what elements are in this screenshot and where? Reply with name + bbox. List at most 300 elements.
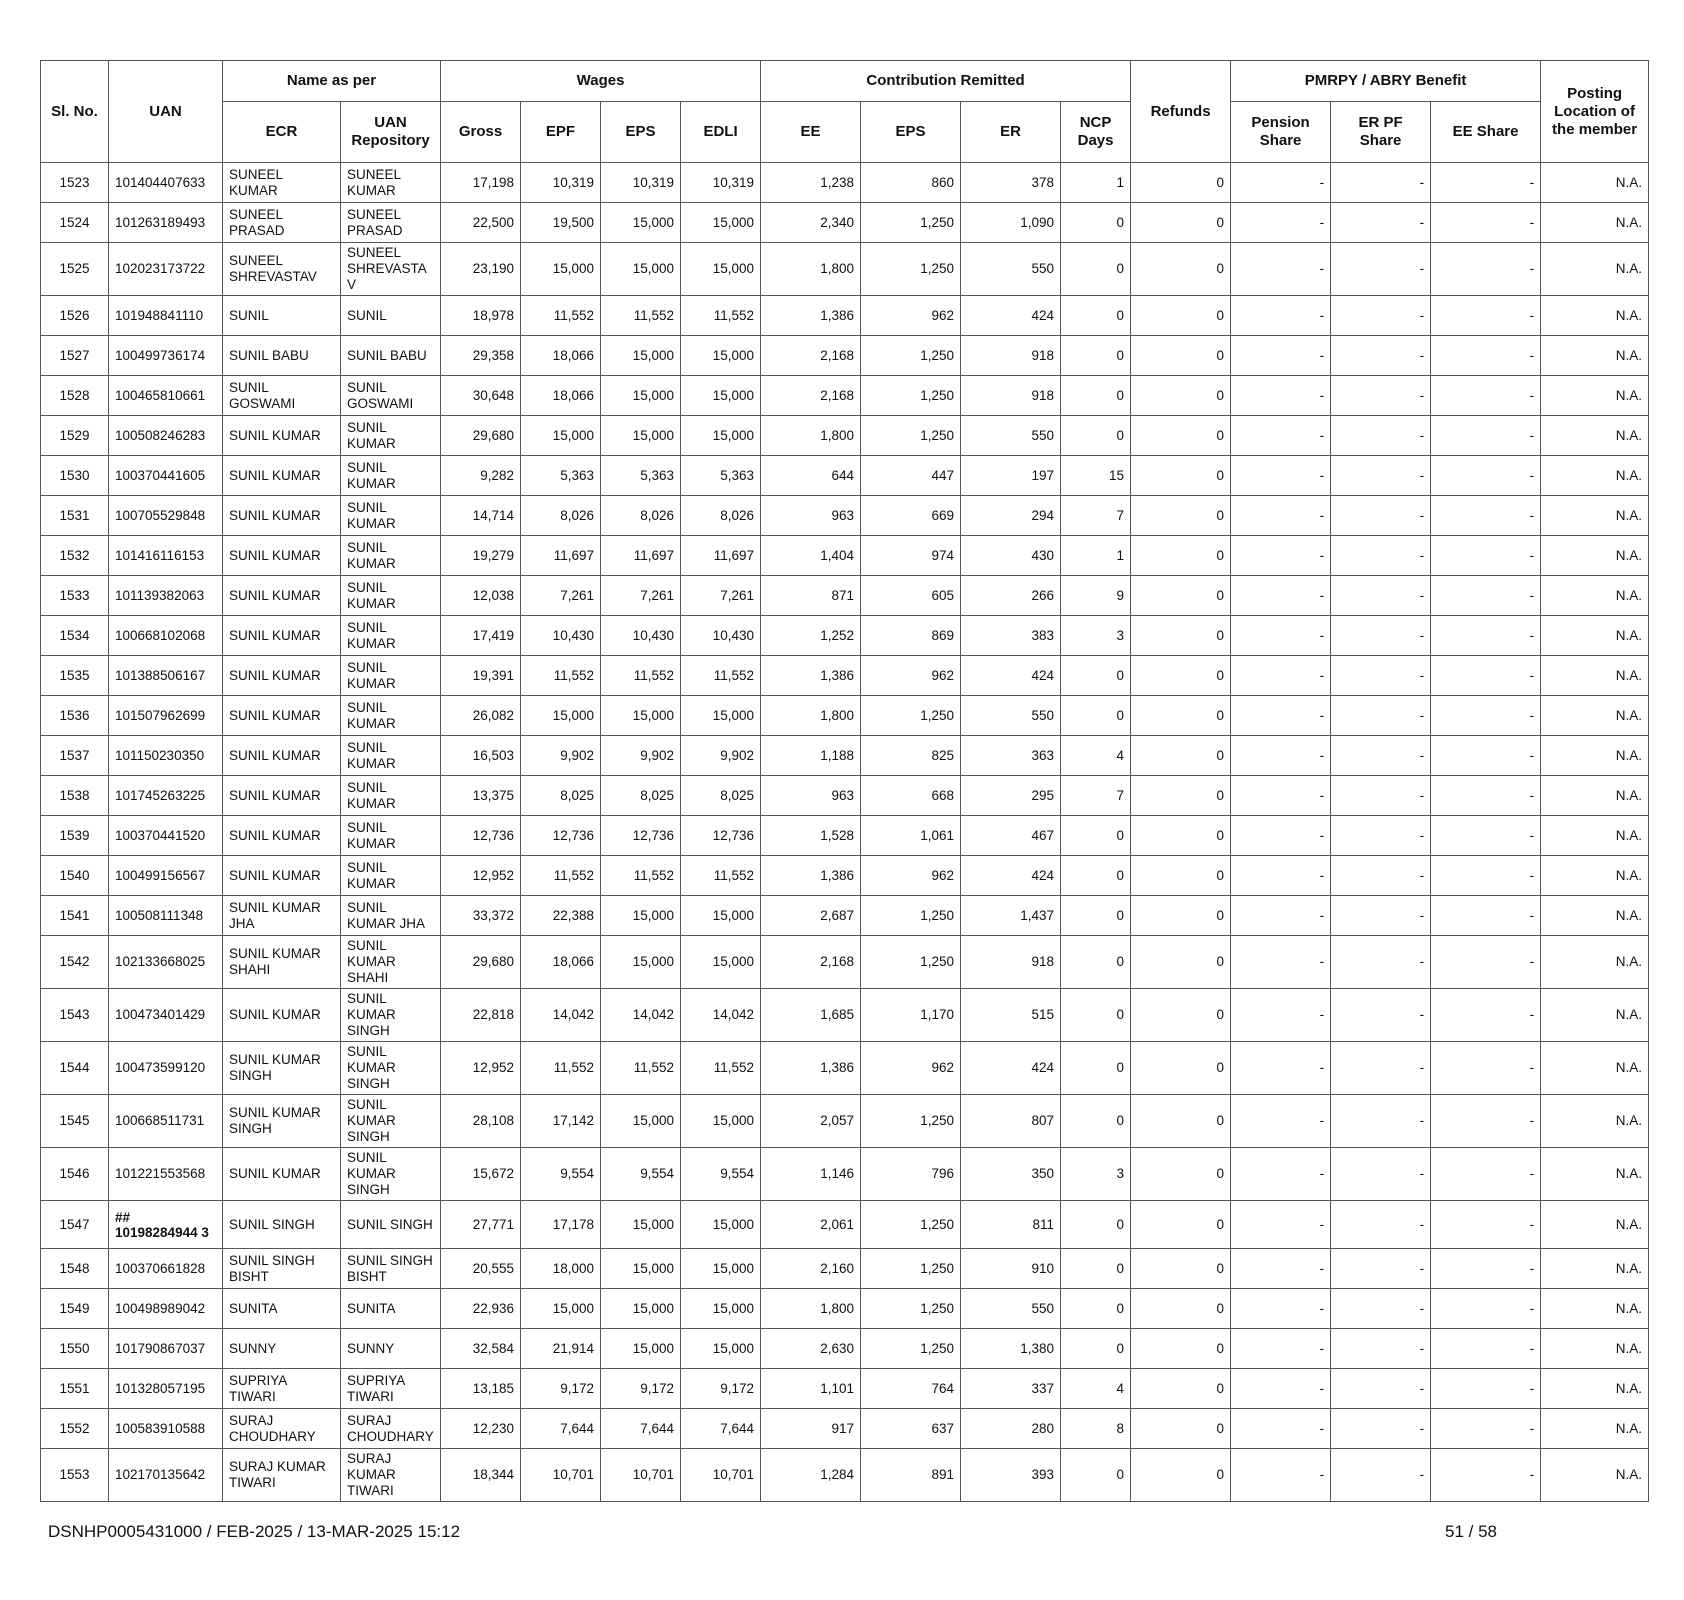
cell-eps-contribution: 668 (861, 776, 961, 816)
cell-er-pf-share: - (1331, 163, 1431, 203)
table-row (41, 416, 1649, 456)
cell-refunds: 0 (1131, 1409, 1231, 1449)
cell-er: 550 (961, 696, 1061, 736)
cell-eps-contribution: 860 (861, 163, 961, 203)
cell-ecr-name: SUNIL KUMAR (223, 736, 341, 776)
cell-eps: 15,000 (601, 896, 681, 936)
cell-epf: 10,701 (521, 1449, 601, 1502)
cell-eps-contribution: 1,250 (861, 896, 961, 936)
cell-sl-no: 1528 (41, 376, 109, 416)
cell-er: 550 (961, 243, 1061, 296)
cell-refunds: 0 (1131, 243, 1231, 296)
cell-posting-location: N.A. (1541, 736, 1649, 776)
cell-gross: 13,375 (441, 776, 521, 816)
cell-sl-no: 1545 (41, 1095, 109, 1148)
cell-ecr-name: SUNIL GOSWAMI (223, 376, 341, 416)
cell-gross: 29,680 (441, 936, 521, 989)
cell-posting-location: N.A. (1541, 376, 1649, 416)
document-reference: DSNHP0005431000 / FEB-2025 / 13-MAR-2025 15:12 (48, 1522, 461, 1541)
cell-sl-no: 1533 (41, 576, 109, 616)
cell-sl-no: 1527 (41, 336, 109, 376)
cell-er: 550 (961, 416, 1061, 456)
cell-eps-contribution: 962 (861, 1042, 961, 1095)
cell-ecr-name: SUNIL KUMAR (223, 989, 341, 1042)
cell-epf: 9,172 (521, 1369, 601, 1409)
cell-pension-share: - (1231, 1369, 1331, 1409)
cell-pension-share: - (1231, 1042, 1331, 1095)
cell-posting-location: N.A. (1541, 696, 1649, 736)
cell-ee-share: - (1431, 989, 1541, 1042)
cell-gross: 18,344 (441, 1449, 521, 1502)
cell-refunds: 0 (1131, 616, 1231, 656)
cell-er: 807 (961, 1095, 1061, 1148)
cell-epf: 7,644 (521, 1409, 601, 1449)
cell-eps: 15,000 (601, 376, 681, 416)
cell-sl-no: 1526 (41, 296, 109, 336)
cell-ee: 963 (761, 496, 861, 536)
cell-uan-repository-name: SUNIL KUMAR (341, 736, 441, 776)
cell-eps: 7,261 (601, 576, 681, 616)
cell-ecr-name: SUNNY (223, 1329, 341, 1369)
cell-epf: 15,000 (521, 416, 601, 456)
table-row (41, 1369, 1649, 1409)
cell-edli: 15,000 (681, 203, 761, 243)
cell-refunds: 0 (1131, 496, 1231, 536)
cell-sl-no: 1541 (41, 896, 109, 936)
cell-ee: 2,057 (761, 1095, 861, 1148)
cell-sl-no: 1548 (41, 1249, 109, 1289)
cell-eps: 15,000 (601, 1289, 681, 1329)
cell-ncp-days: 0 (1061, 1449, 1131, 1502)
cell-eps-contribution: 1,250 (861, 336, 961, 376)
cell-uan-repository-name: SUNNY (341, 1329, 441, 1369)
cell-pension-share: - (1231, 1329, 1331, 1369)
table-row (41, 456, 1649, 496)
cell-sl-no: 1531 (41, 496, 109, 536)
cell-ecr-name: SUNIL BABU (223, 336, 341, 376)
col-header-eps-contribution: EPS (861, 102, 961, 163)
cell-ncp-days: 0 (1061, 856, 1131, 896)
cell-eps-contribution: 1,250 (861, 376, 961, 416)
col-header-eps: EPS (601, 102, 681, 163)
cell-posting-location: N.A. (1541, 456, 1649, 496)
cell-eps: 10,701 (601, 1449, 681, 1502)
table-row (41, 1409, 1649, 1449)
col-header-pension-share: Pension Share (1231, 102, 1331, 163)
cell-eps-contribution: 669 (861, 496, 961, 536)
cell-edli: 15,000 (681, 1249, 761, 1289)
cell-gross: 22,936 (441, 1289, 521, 1329)
cell-uan: 100370441520 (109, 816, 223, 856)
cell-er: 918 (961, 936, 1061, 989)
cell-edli: 8,026 (681, 496, 761, 536)
cell-gross: 14,714 (441, 496, 521, 536)
cell-uan-repository-name: SUNIL KUMAR JHA (341, 896, 441, 936)
table-row (41, 1042, 1649, 1095)
cell-ee: 871 (761, 576, 861, 616)
cell-uan: 100498989042 (109, 1289, 223, 1329)
cell-er: 430 (961, 536, 1061, 576)
cell-gross: 9,282 (441, 456, 521, 496)
cell-pension-share: - (1231, 656, 1331, 696)
cell-uan: 101328057195 (109, 1369, 223, 1409)
cell-posting-location: N.A. (1541, 163, 1649, 203)
cell-ee-share: - (1431, 1095, 1541, 1148)
cell-uan-repository-name: SUNIL KUMAR (341, 536, 441, 576)
cell-er-pf-share: - (1331, 1369, 1431, 1409)
cell-posting-location: N.A. (1541, 1148, 1649, 1201)
cell-ncp-days: 0 (1061, 1249, 1131, 1289)
cell-epf: 11,552 (521, 1042, 601, 1095)
cell-epf: 5,363 (521, 456, 601, 496)
cell-sl-no: 1543 (41, 989, 109, 1042)
cell-uan-repository-name: SUNIL KUMAR SINGH (341, 1148, 441, 1201)
cell-ee-share: - (1431, 656, 1541, 696)
cell-eps: 15,000 (601, 416, 681, 456)
cell-er-pf-share: - (1331, 576, 1431, 616)
cell-sl-no: 1552 (41, 1409, 109, 1449)
cell-posting-location: N.A. (1541, 203, 1649, 243)
table-row (41, 816, 1649, 856)
cell-gross: 29,680 (441, 416, 521, 456)
cell-pension-share: - (1231, 243, 1331, 296)
col-header-ee-share: EE Share (1431, 102, 1541, 163)
cell-uan-repository-name: SUNIL SINGH BISHT (341, 1249, 441, 1289)
cell-ee: 1,386 (761, 856, 861, 896)
cell-posting-location: N.A. (1541, 536, 1649, 576)
cell-eps-contribution: 1,250 (861, 1289, 961, 1329)
cell-refunds: 0 (1131, 296, 1231, 336)
cell-epf: 11,552 (521, 296, 601, 336)
cell-edli: 14,042 (681, 989, 761, 1042)
cell-ncp-days: 4 (1061, 1369, 1131, 1409)
table-row (41, 296, 1649, 336)
cell-ncp-days: 0 (1061, 696, 1131, 736)
table-row (41, 1249, 1649, 1289)
cell-epf: 11,552 (521, 656, 601, 696)
table-row (41, 1289, 1649, 1329)
cell-epf: 22,388 (521, 896, 601, 936)
table-row (41, 1449, 1649, 1502)
cell-pension-share: - (1231, 163, 1331, 203)
cell-posting-location: N.A. (1541, 989, 1649, 1042)
cell-uan-repository-name: SUNIL GOSWAMI (341, 376, 441, 416)
cell-posting-location: N.A. (1541, 656, 1649, 696)
cell-uan-repository-name: SUNIL KUMAR (341, 576, 441, 616)
cell-er-pf-share: - (1331, 856, 1431, 896)
cell-uan: 101263189493 (109, 203, 223, 243)
cell-uan-repository-name: SUNITA (341, 1289, 441, 1329)
cell-uan: 100668102068 (109, 616, 223, 656)
cell-ee: 1,800 (761, 416, 861, 456)
cell-eps-contribution: 1,061 (861, 816, 961, 856)
cell-posting-location: N.A. (1541, 1329, 1649, 1369)
cell-edli: 11,697 (681, 536, 761, 576)
cell-sl-no: 1530 (41, 456, 109, 496)
cell-er: 378 (961, 163, 1061, 203)
cell-refunds: 0 (1131, 1289, 1231, 1329)
cell-edli: 8,025 (681, 776, 761, 816)
table-row (41, 536, 1649, 576)
cell-eps-contribution: 1,250 (861, 203, 961, 243)
cell-posting-location: N.A. (1541, 936, 1649, 989)
cell-er-pf-share: - (1331, 1409, 1431, 1449)
cell-edli: 15,000 (681, 336, 761, 376)
cell-uan: 101139382063 (109, 576, 223, 616)
cell-refunds: 0 (1131, 163, 1231, 203)
cell-er-pf-share: - (1331, 1249, 1431, 1289)
cell-er-pf-share: - (1331, 616, 1431, 656)
cell-uan-repository-name: SUNIL BABU (341, 336, 441, 376)
cell-ee: 1,685 (761, 989, 861, 1042)
table-row (41, 1148, 1649, 1201)
cell-edli: 11,552 (681, 1042, 761, 1095)
cell-ee-share: - (1431, 1289, 1541, 1329)
cell-gross: 30,648 (441, 376, 521, 416)
table-row (41, 696, 1649, 736)
group-header-pmrpy-abry: PMRPY / ABRY Benefit (1231, 61, 1541, 102)
cell-eps: 11,552 (601, 856, 681, 896)
cell-refunds: 0 (1131, 376, 1231, 416)
cell-er-pf-share: - (1331, 336, 1431, 376)
cell-sl-no: 1536 (41, 696, 109, 736)
cell-pension-share: - (1231, 1449, 1331, 1502)
cell-ee: 1,386 (761, 656, 861, 696)
cell-uan-repository-name: SUNIL KUMAR (341, 656, 441, 696)
cell-gross: 22,818 (441, 989, 521, 1042)
cell-ecr-name: SURAJ KUMAR TIWARI (223, 1449, 341, 1502)
cell-ncp-days: 0 (1061, 1329, 1131, 1369)
cell-ee-share: - (1431, 856, 1541, 896)
cell-pension-share: - (1231, 936, 1331, 989)
cell-uan: 100473401429 (109, 989, 223, 1042)
cell-ee-share: - (1431, 296, 1541, 336)
cell-pension-share: - (1231, 376, 1331, 416)
cell-edli: 7,261 (681, 576, 761, 616)
cell-epf: 17,142 (521, 1095, 601, 1148)
cell-ee-share: - (1431, 696, 1541, 736)
cell-posting-location: N.A. (1541, 1042, 1649, 1095)
cell-er-pf-share: - (1331, 776, 1431, 816)
cell-eps-contribution: 962 (861, 296, 961, 336)
cell-er: 197 (961, 456, 1061, 496)
cell-er: 295 (961, 776, 1061, 816)
cell-er-pf-share: - (1331, 1329, 1431, 1369)
cell-ee-share: - (1431, 1409, 1541, 1449)
cell-refunds: 0 (1131, 1329, 1231, 1369)
cell-ecr-name: SUNIL KUMAR (223, 456, 341, 496)
cell-er: 266 (961, 576, 1061, 616)
cell-epf: 9,902 (521, 736, 601, 776)
cell-uan-repository-name: SUNIL KUMAR SINGH (341, 989, 441, 1042)
cell-uan: 100499736174 (109, 336, 223, 376)
cell-eps-contribution: 974 (861, 536, 961, 576)
col-header-ee: EE (761, 102, 861, 163)
cell-ncp-days: 4 (1061, 736, 1131, 776)
table-row (41, 616, 1649, 656)
cell-ecr-name: SUNIL KUMAR SHAHI (223, 936, 341, 989)
cell-ee: 2,630 (761, 1329, 861, 1369)
cell-refunds: 0 (1131, 696, 1231, 736)
cell-eps-contribution: 637 (861, 1409, 961, 1449)
cell-gross: 13,185 (441, 1369, 521, 1409)
cell-ee-share: - (1431, 456, 1541, 496)
cell-ee-share: - (1431, 776, 1541, 816)
cell-ee: 1,386 (761, 1042, 861, 1095)
cell-pension-share: - (1231, 776, 1331, 816)
cell-refunds: 0 (1131, 1042, 1231, 1095)
cell-ee-share: - (1431, 1042, 1541, 1095)
cell-ee-share: - (1431, 376, 1541, 416)
cell-refunds: 0 (1131, 736, 1231, 776)
cell-edli: 15,000 (681, 696, 761, 736)
cell-pension-share: - (1231, 989, 1331, 1042)
cell-eps: 12,736 (601, 816, 681, 856)
table-row (41, 776, 1649, 816)
cell-sl-no: 1537 (41, 736, 109, 776)
cell-posting-location: N.A. (1541, 1369, 1649, 1409)
cell-er-pf-share: - (1331, 696, 1431, 736)
cell-gross: 26,082 (441, 696, 521, 736)
cell-sl-no: 1534 (41, 616, 109, 656)
cell-pension-share: - (1231, 696, 1331, 736)
cell-eps-contribution: 764 (861, 1369, 961, 1409)
cell-posting-location: N.A. (1541, 416, 1649, 456)
cell-epf: 21,914 (521, 1329, 601, 1369)
table-row (41, 496, 1649, 536)
col-header-ecr: ECR (223, 102, 341, 163)
cell-eps-contribution: 1,250 (861, 1249, 961, 1289)
cell-pension-share: - (1231, 1148, 1331, 1201)
cell-ee: 1,238 (761, 163, 861, 203)
ecr-contribution-table (40, 60, 1649, 1502)
cell-gross: 19,279 (441, 536, 521, 576)
cell-er-pf-share: - (1331, 243, 1431, 296)
cell-epf: 15,000 (521, 243, 601, 296)
cell-pension-share: - (1231, 816, 1331, 856)
cell-edli: 15,000 (681, 1201, 761, 1249)
cell-refunds: 0 (1131, 336, 1231, 376)
cell-gross: 19,391 (441, 656, 521, 696)
cell-edli: 7,644 (681, 1409, 761, 1449)
table-row (41, 203, 1649, 243)
cell-refunds: 0 (1131, 656, 1231, 696)
col-header-ncp-days: NCP Days (1061, 102, 1131, 163)
cell-er: 918 (961, 336, 1061, 376)
cell-ecr-name: SUNEEL KUMAR (223, 163, 341, 203)
cell-eps: 10,430 (601, 616, 681, 656)
cell-er: 424 (961, 1042, 1061, 1095)
cell-er: 1,090 (961, 203, 1061, 243)
cell-edli: 15,000 (681, 243, 761, 296)
cell-ecr-name: SUNIL SINGH BISHT (223, 1249, 341, 1289)
cell-edli: 11,552 (681, 856, 761, 896)
cell-ncp-days: 0 (1061, 1201, 1131, 1249)
cell-ncp-days: 0 (1061, 203, 1131, 243)
cell-gross: 12,952 (441, 856, 521, 896)
cell-ecr-name: SUNIL KUMAR (223, 496, 341, 536)
cell-er-pf-share: - (1331, 203, 1431, 243)
cell-uan: 100508111348 (109, 896, 223, 936)
cell-epf: 7,261 (521, 576, 601, 616)
cell-uan-repository-name: SURAJ KUMAR TIWARI (341, 1449, 441, 1502)
cell-eps: 9,172 (601, 1369, 681, 1409)
table-row (41, 1201, 1649, 1249)
cell-er-pf-share: - (1331, 989, 1431, 1042)
cell-gross: 18,978 (441, 296, 521, 336)
cell-uan: 101507962699 (109, 696, 223, 736)
cell-ee-share: - (1431, 1249, 1541, 1289)
cell-ecr-name: SUNIL KUMAR (223, 816, 341, 856)
col-header-er-pf-share: ER PF Share (1331, 102, 1431, 163)
cell-er: 467 (961, 816, 1061, 856)
cell-posting-location: N.A. (1541, 856, 1649, 896)
cell-refunds: 0 (1131, 576, 1231, 616)
cell-uan: 102133668025 (109, 936, 223, 989)
col-header-gross: Gross (441, 102, 521, 163)
col-header-posting-location: Posting Location of the member (1541, 61, 1649, 163)
cell-uan: 100473599120 (109, 1042, 223, 1095)
cell-ee: 1,252 (761, 616, 861, 656)
cell-er-pf-share: - (1331, 456, 1431, 496)
cell-eps-contribution: 1,250 (861, 243, 961, 296)
cell-eps: 8,026 (601, 496, 681, 536)
cell-epf: 15,000 (521, 696, 601, 736)
cell-eps: 7,644 (601, 1409, 681, 1449)
cell-sl-no: 1550 (41, 1329, 109, 1369)
cell-gross: 27,771 (441, 1201, 521, 1249)
cell-epf: 17,178 (521, 1201, 601, 1249)
cell-ncp-days: 0 (1061, 416, 1131, 456)
cell-eps-contribution: 962 (861, 656, 961, 696)
cell-ee-share: - (1431, 336, 1541, 376)
cell-edli: 15,000 (681, 1329, 761, 1369)
cell-refunds: 0 (1131, 776, 1231, 816)
cell-eps: 11,697 (601, 536, 681, 576)
cell-er-pf-share: - (1331, 376, 1431, 416)
table-row (41, 576, 1649, 616)
cell-ncp-days: 3 (1061, 616, 1131, 656)
cell-ecr-name: SUNIL KUMAR SINGH (223, 1042, 341, 1095)
cell-eps: 11,552 (601, 296, 681, 336)
cell-uan: 101221553568 (109, 1148, 223, 1201)
cell-gross: 22,500 (441, 203, 521, 243)
cell-ecr-name: SUNIL KUMAR (223, 1148, 341, 1201)
cell-eps-contribution: 1,250 (861, 1095, 961, 1148)
cell-ee: 1,404 (761, 536, 861, 576)
cell-ee-share: - (1431, 1148, 1541, 1201)
cell-eps: 15,000 (601, 696, 681, 736)
cell-sl-no: 1535 (41, 656, 109, 696)
cell-ee: 1,284 (761, 1449, 861, 1502)
cell-posting-location: N.A. (1541, 1201, 1649, 1249)
cell-epf: 8,026 (521, 496, 601, 536)
cell-sl-no: 1547 (41, 1201, 109, 1249)
cell-ncp-days: 0 (1061, 243, 1131, 296)
cell-ee-share: - (1431, 1449, 1541, 1502)
cell-uan-repository-name: SUNIL (341, 296, 441, 336)
cell-er: 294 (961, 496, 1061, 536)
cell-sl-no: 1539 (41, 816, 109, 856)
cell-pension-share: - (1231, 1201, 1331, 1249)
cell-epf: 18,066 (521, 336, 601, 376)
cell-uan: 101150230350 (109, 736, 223, 776)
cell-pension-share: - (1231, 1095, 1331, 1148)
cell-gross: 33,372 (441, 896, 521, 936)
cell-er-pf-share: - (1331, 936, 1431, 989)
cell-er: 337 (961, 1369, 1061, 1409)
cell-eps: 10,319 (601, 163, 681, 203)
